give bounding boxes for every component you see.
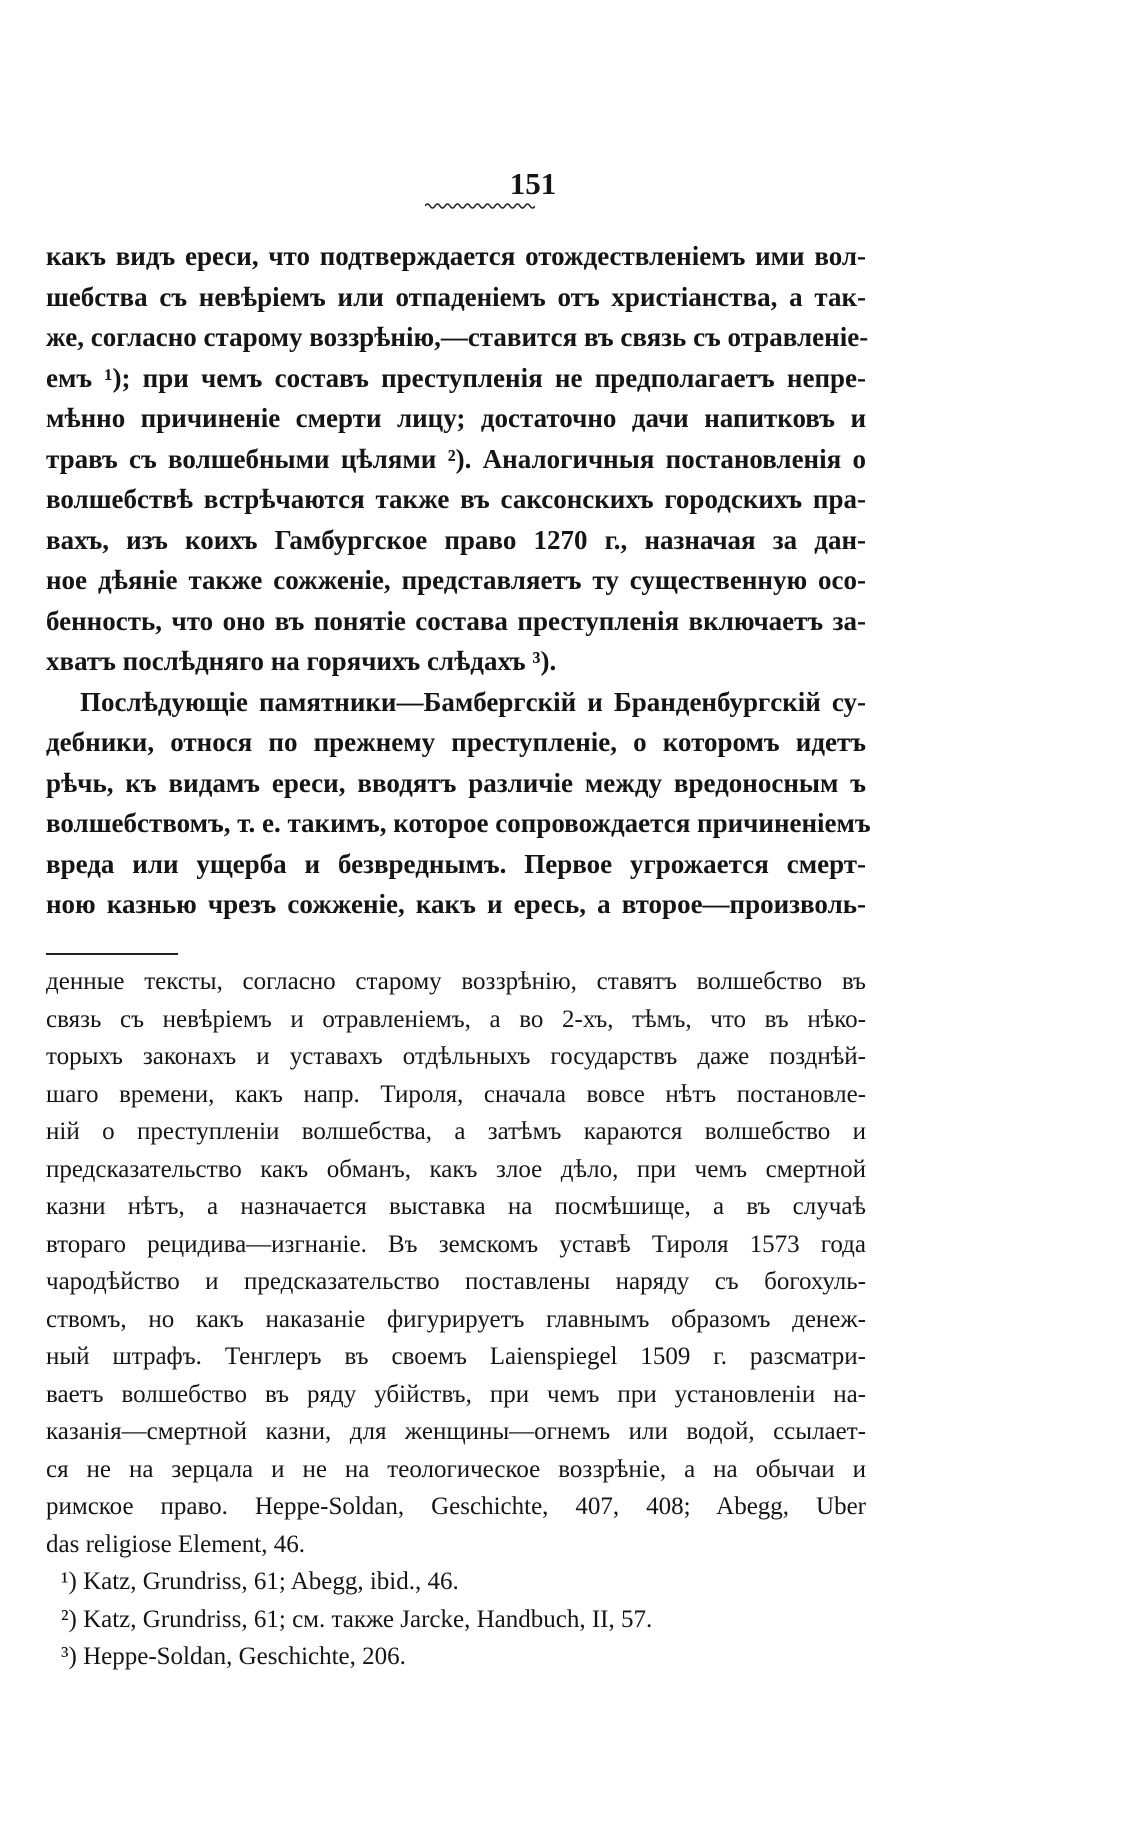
text-line: ное дѣяніе также сожженіе, представляетъ ту существенную осо- [46, 565, 866, 595]
text-line: ною казнью чрезъ сожженіе, какъ и ересь, а второе—произволь- [46, 889, 866, 919]
note-line: торыхъ законахъ и уставахъ отдѣльныхъ государствъ даже позднѣй- [46, 1043, 866, 1070]
text-line: рѣчь, къ видамъ ереси, вводятъ различіе между вредоносным ъ [46, 767, 866, 798]
note-line: казни нѣтъ, а назначается выставка на посмѣшище, а въ случаѣ [46, 1193, 866, 1220]
footnotes-area [46, 963, 866, 1676]
page-number: 151 [509, 166, 557, 201]
text-line: хватъ послѣдняго на горячихъ слѣдахъ ³). [46, 646, 557, 676]
text-line: вахъ, изъ коихъ Гамбургское право 1270 г., назначая за дан- [46, 524, 866, 555]
footnote-mark: ³) [61, 1643, 77, 1670]
text-line: шебства съ невѣріемъ или отпаденіемъ отъ христіанства, а так- [46, 281, 866, 312]
text-line: же, согласно старому воззрѣнію,—ставится въ связь съ отравленіе- [46, 322, 869, 352]
text-line: травъ съ волшебными цѣлями ²). Аналогичныя постановленія о [46, 443, 866, 474]
text-line: какъ видъ ереси, что подтверждается отождествленіемъ ими вол- [46, 241, 866, 271]
note-line: ваетъ волшебство въ ряду убійствъ, при чемъ при установленіи на- [46, 1380, 866, 1408]
note-line: ся не на зерцала и не на теологическое воззрѣніе, а на обычаи и [46, 1455, 866, 1483]
text-line: емъ ¹); при чемъ составъ преступленія не предполагаетъ непре- [46, 362, 866, 393]
main-text [46, 236, 871, 925]
footnote-text: Heppe-Soldan, Geschichte, 206. [83, 1643, 406, 1670]
text-line: бенность, что оно въ понятіе состава преступленія включаетъ за- [46, 605, 866, 636]
text-line: дебники, относя по прежнему преступленіе, о которомъ идетъ [46, 727, 866, 757]
note-line: ствомъ, но какъ наказаніе фигурируетъ главнымъ образомъ денеж- [46, 1305, 866, 1333]
text-line: мѣнно причиненіе смерти лицу; достаточно дачи напитковъ и [46, 403, 866, 433]
note-line: казанія—смертной казни, для женщины—огнемъ или водой, ссылает- [46, 1418, 866, 1445]
note-line: ный штрафъ. Тенглеръ въ своемъ Laienspiegel 1509 г. разсматри- [46, 1343, 866, 1370]
text-line: вреда или ущерба и безвреднымъ. Первое угрожается смерт- [46, 848, 866, 879]
footnote-text: Katz, Grundriss, 61; см. также Jarcke, Handbuch, II, 57. [83, 1605, 653, 1633]
text-line: Послѣдующіе памятники—Бамбергскій и Бранденбургскій су- [80, 686, 866, 717]
note-line: втораго рецидива—изгнаніе. Въ земскомъ уставѣ Тироля 1573 года [46, 1230, 866, 1258]
text-line: волшебствомъ, т. е. такимъ, которое сопровождается причиненіемъ [46, 808, 871, 838]
note-line: связь съ невѣріемъ и отравленіемъ, а во 2-хъ, тѣмъ, что въ нѣко- [46, 1005, 866, 1033]
note-line: чародѣйство и предсказательство поставлены наряду съ богохуль- [46, 1268, 866, 1295]
footnote-text: Katz, Grundriss, 61; Abegg, ibid., 46. [83, 1568, 459, 1595]
footnote-3 [46, 1638, 866, 1676]
footnote-separator [46, 953, 178, 955]
note-line: шаго времени, какъ напр. Тироля, сначала вовсе нѣтъ постановле- [46, 1080, 866, 1108]
note-line: предсказательство какъ обманъ, какъ злое дѣло, при чемъ смертной [46, 1155, 866, 1183]
footnote-2 [46, 1601, 866, 1639]
note-line: римское право. Heppe-Soldan, Geschichte, 407, 408; Abegg, Uber [46, 1493, 866, 1520]
note-line: ній о преступленіи волшебства, а затѣмъ караются волшебство и [46, 1118, 866, 1145]
footnote-mark: ²) [61, 1605, 77, 1633]
page-number-wavy-underline-icon [425, 201, 535, 211]
footnote-mark: ¹) [61, 1568, 77, 1595]
text-line: волшебствѣ встрѣчаются также въ саксонскихъ городскихъ пра- [46, 484, 866, 514]
note-line: das religiose Element, 46. [46, 1530, 305, 1558]
footnote-1 [46, 1563, 866, 1601]
note-line: денные тексты, согласно старому воззрѣнію, ставятъ волшебство въ [46, 968, 866, 995]
